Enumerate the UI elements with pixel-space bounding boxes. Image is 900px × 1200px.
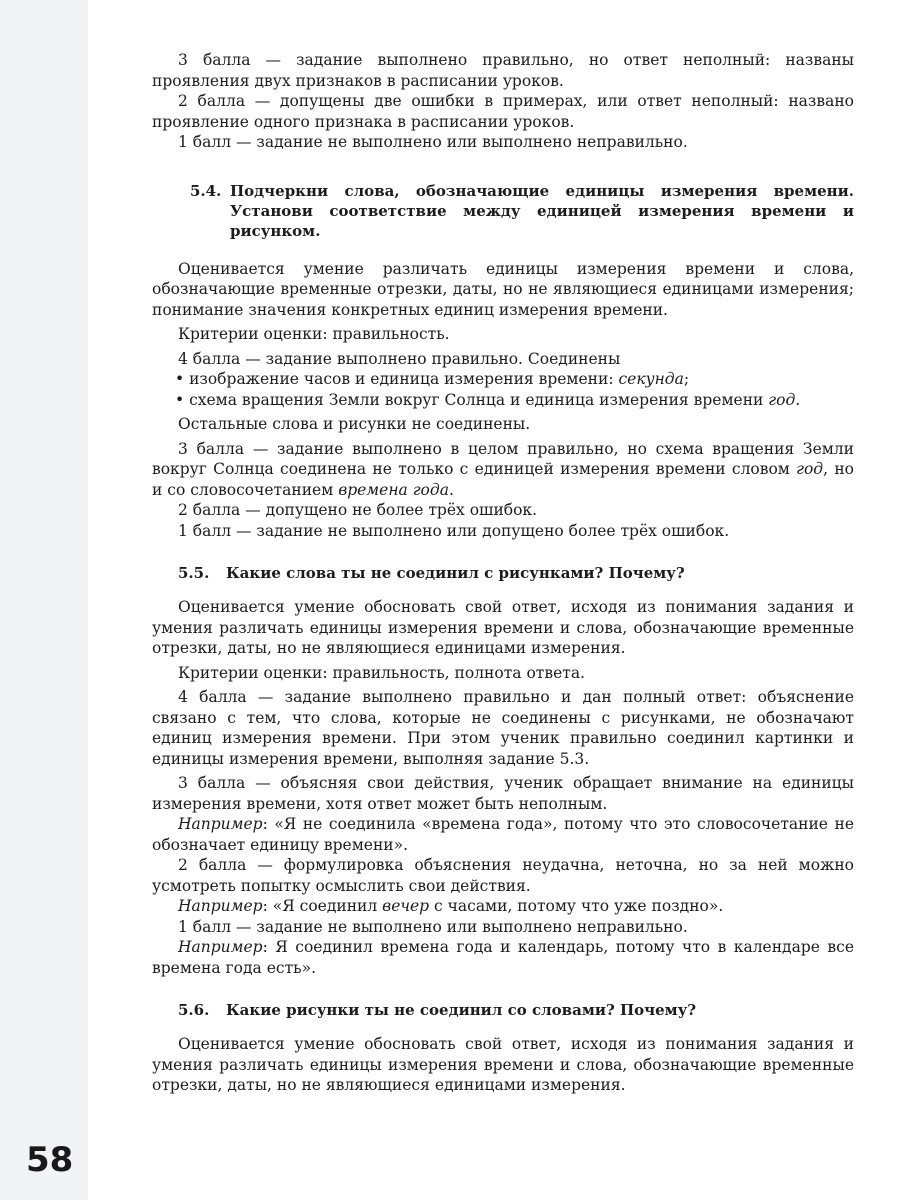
task-5-5-score-4: 4 балла — задание выполнено правильно и дан полный ответ: объяснение связано с тем, что слова, которые не соединены с рисунками, не обозначают единиц измерения времени. При этом ученик правильно соединил картинки и единицы измерения времени, выполняя задание 5.3. [152,688,854,768]
task-5-4-heading [152,181,854,241]
task-5-4-score-2: 2 балла — допущено не более трёх ошибок. [178,501,538,519]
task-5-6-heading [152,1000,854,1020]
task-5-5-score-1: 1 балл — задание не выполнено или выполнено неправильно. [178,917,688,936]
task-5-5-example-1: Например: «Я не соединила «времена года», потому что это словосочетание не обозначает единицу времени». [152,815,854,854]
task-5-4-score-4: 4 балла — задание выполнено правильно. Соединены [178,349,621,368]
score-3-text: 3 балла — задание выполнено правильно, но ответ неполный: названы проявления двух признаков в расписании уроков. [152,51,854,90]
task-title: Какие рисунки ты не соединил со словами? Почему? [226,1001,697,1019]
task-number: 5.5. [178,564,210,582]
page-margin-strip [0,0,88,1200]
task-number: 5.4. [190,181,222,200]
task-5-5-assessment: Оценивается умение обосновать свой ответ, исходя из понимания задания и умения различать единицы измерения времени и слова, обозначающие временные отрезки, даты, но не являющиеся единицами измерения. [152,598,854,657]
task-5-5-score-2: 2 балла — формулировка объяснения неудачна, неточна, но за ней можно усмотреть попытку осмыслить свои действия. [152,856,854,895]
task-5-4-score-1: 1 балл — задание не выполнено или допущено более трёх ошибок. [178,521,730,540]
page-number: 58 [26,1140,74,1180]
task-5-4-rest: Остальные слова и рисунки не соединены. [178,415,531,433]
task-5-4-bullet-earth: • схема вращения Земли вокруг Солнца и единица измерения времени год. [175,390,801,409]
task-5-4-bullet-clock: • изображение часов и единица измерения времени: секунда; [175,370,690,388]
task-number: 5.6. [178,1001,210,1019]
task-5-5-criteria: Критерии оценки: правильность, полнота ответа. [178,663,585,682]
task-5-5-example-2: Например: «Я соединил вечер с часами, потому что уже поздно». [178,897,724,915]
task-title: Какие слова ты не соединил с рисунками? Почему? [226,564,685,582]
task-5-6-assessment: Оценивается умение обосновать свой ответ, исходя из понимания задания и умения различать единицы измерения времени и слова, обозначающие временные отрезки, даты, но не являющиеся единицами измерения. [152,1035,854,1094]
page-content [152,50,854,1096]
task-5-5-score-3: 3 балла — объясняя свои действия, ученик обращает внимание на единицы измерения времени, хотя ответ может быть неполным. [152,774,854,813]
task-5-4-assessment: Оценивается умение различать единицы измерения времени и слова, обозначающие временные отрезки, даты, но не являющиеся единицами измерения; понимание значения конкретных единиц измерения времени. [152,259,854,319]
task-5-4-score-3: 3 балла — задание выполнено в целом правильно, но схема вращения Земли вокруг Солнца соединена не только с единицей измерения времени словом год, но и со словосочетанием времена года. [152,439,854,499]
task-5-5-example-3: Например: Я соединил времена года и календарь, потому что в календаре все времена года есть». [152,938,854,977]
score-1-text: 1 балл — задание не выполнено или выполнено неправильно. [178,133,688,151]
task-5-5-heading [152,563,854,583]
task-title: Подчеркни слова, обозначающие единицы измерения времени. Установи соответствие между единицей измерения времени и рисунком. [230,181,854,240]
task-5-4-criteria: Критерии оценки: правильность. [178,325,450,343]
score-2-text: 2 балла — допущены две ошибки в примерах, или ответ неполный: названо проявление одного признака в расписании уроков. [152,92,854,131]
